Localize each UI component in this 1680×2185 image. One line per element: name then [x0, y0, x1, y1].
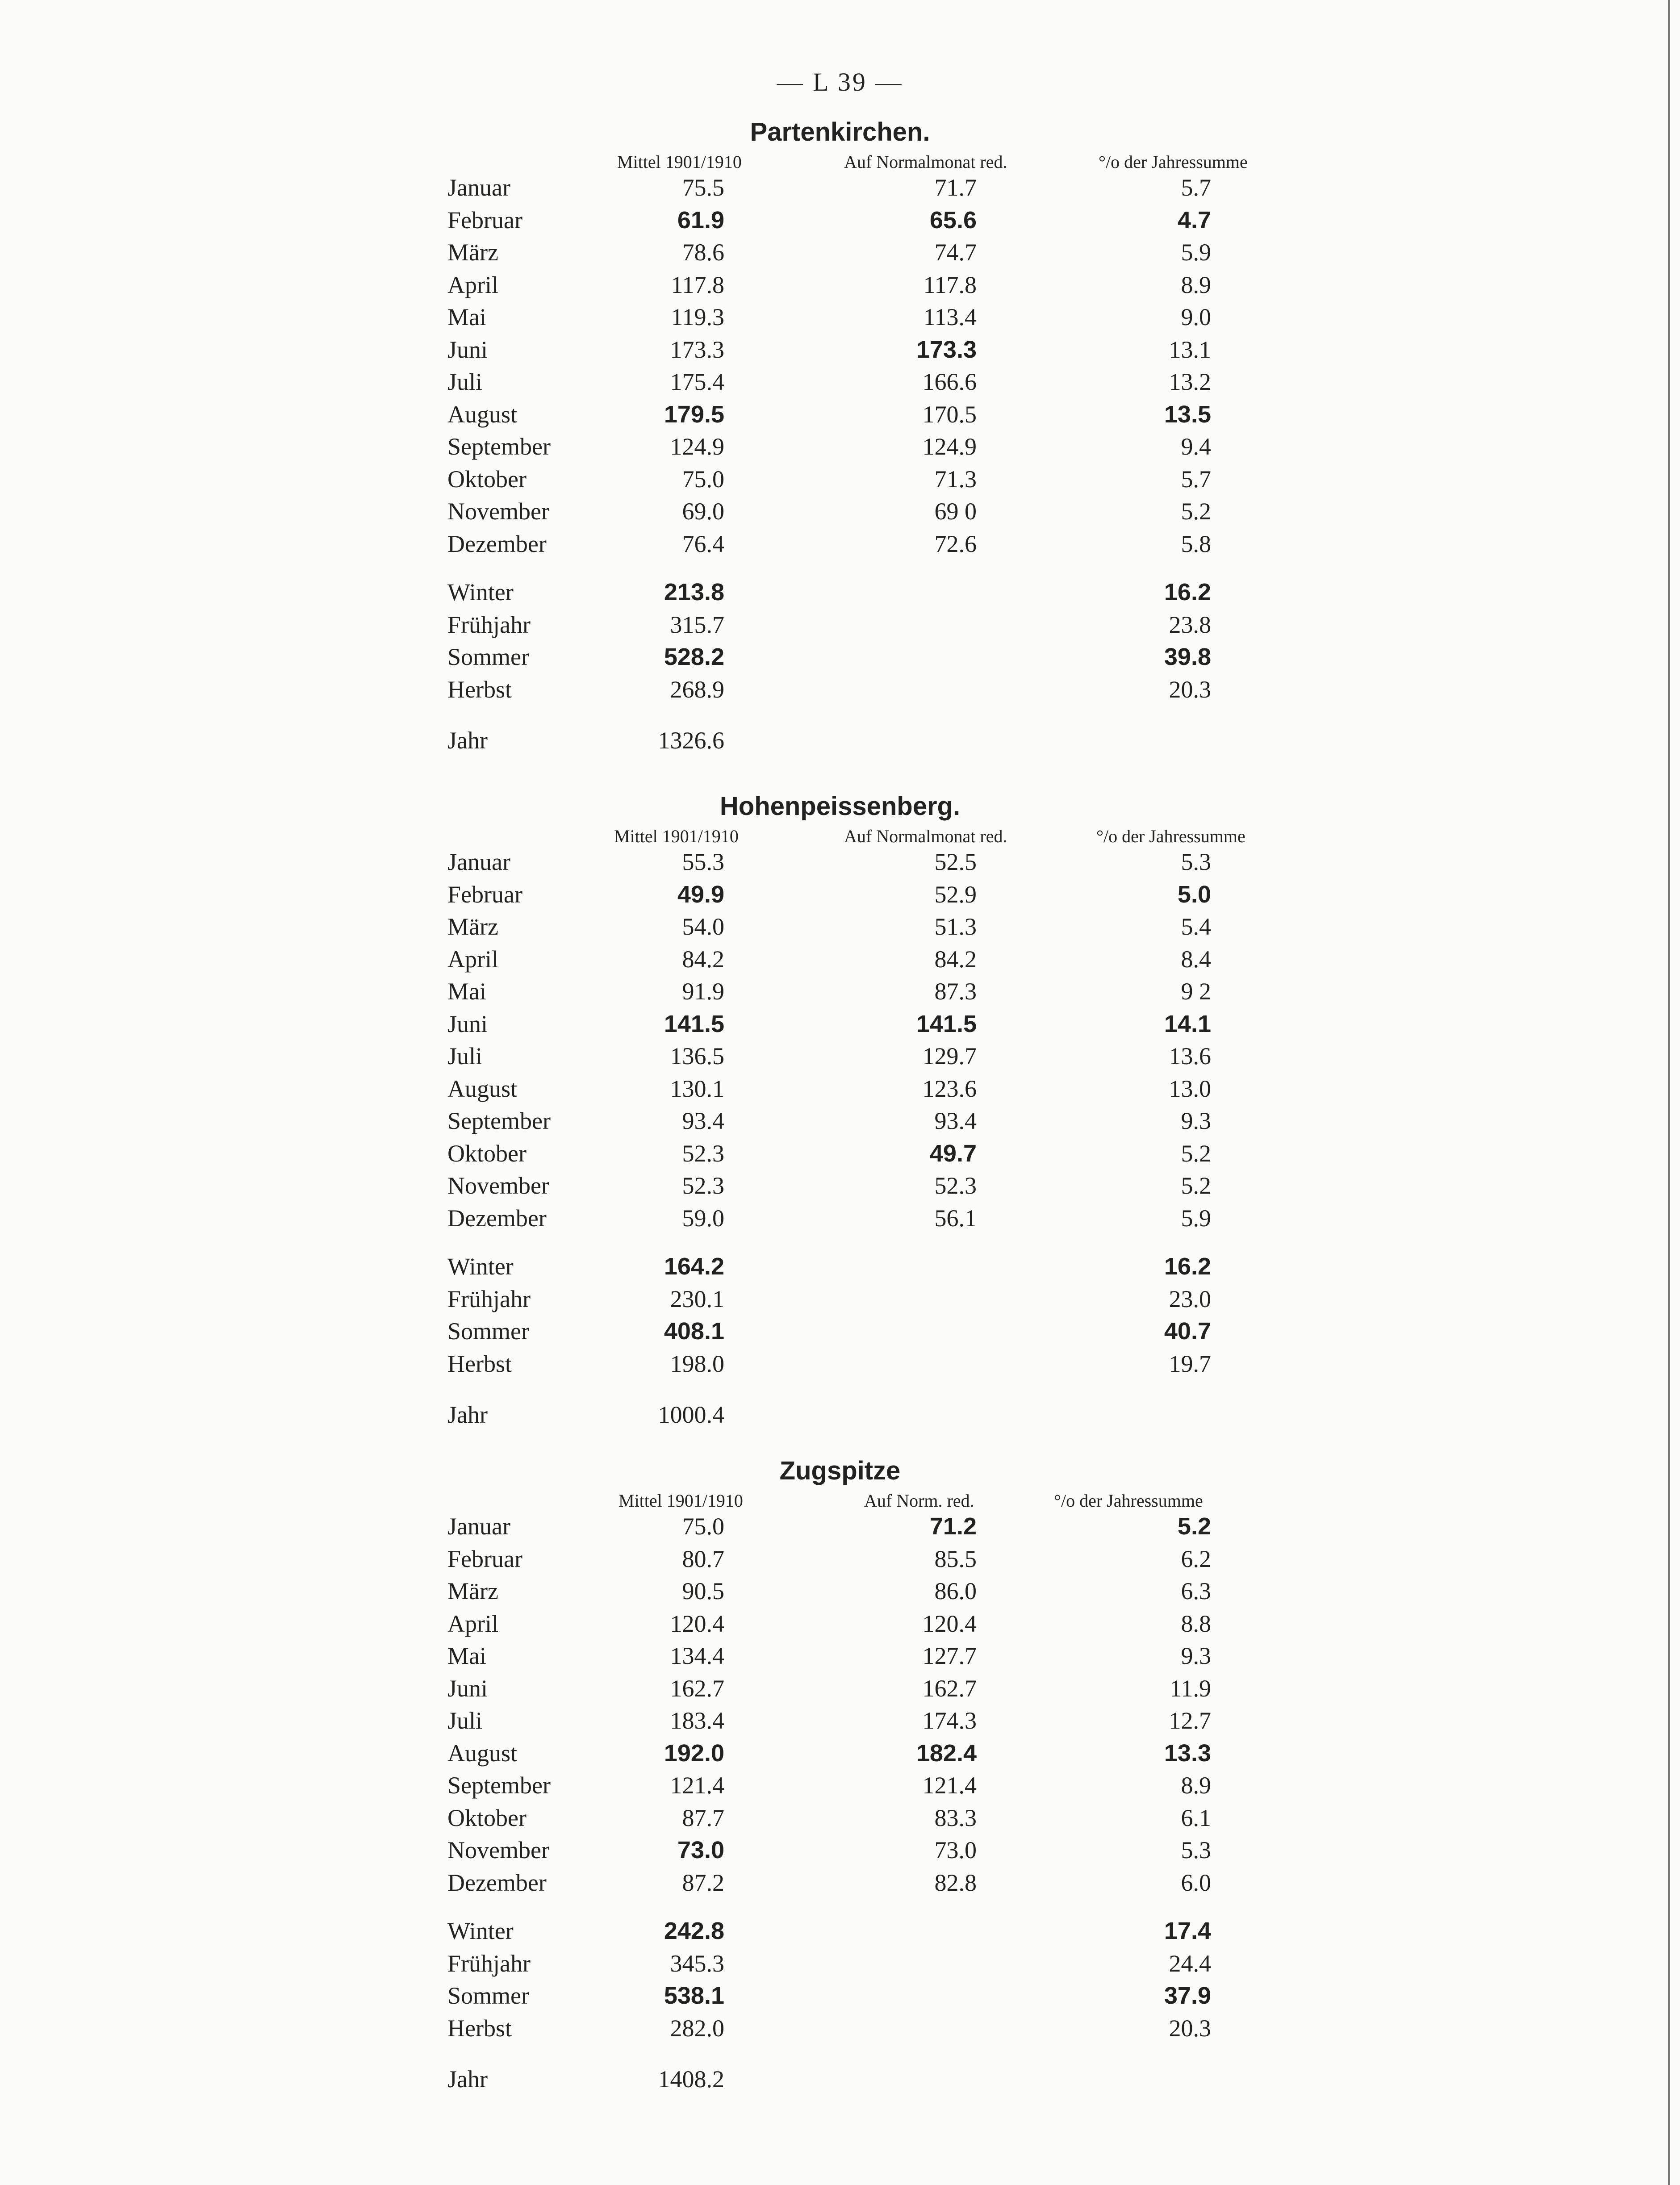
month-row [0, 1610, 1680, 1642]
pct-value: 5.3 [1181, 1837, 1211, 1863]
mittel-value: 183.4 [670, 1707, 724, 1734]
month-label: Dezember [447, 530, 547, 557]
year-total-row [0, 727, 1680, 759]
normal-value: 52.9 [934, 881, 977, 908]
mittel-value: 213.8 [664, 579, 724, 606]
month-label: März [447, 239, 498, 266]
header-mittel: Mittel 1901/1910 [619, 1491, 743, 1511]
month-row [0, 1577, 1680, 1610]
mittel-value: 230.1 [670, 1285, 724, 1312]
mittel-value: 119.3 [671, 304, 724, 330]
normal-value: 52.3 [934, 1172, 977, 1199]
pct-value: 16.2 [1164, 579, 1211, 606]
pct-value: 9.3 [1181, 1107, 1211, 1134]
month-label: Januar [447, 1513, 510, 1540]
header-normal: Auf Norm. red. [864, 1491, 974, 1511]
month-label: November [447, 1837, 549, 1863]
month-label: August [447, 1075, 518, 1102]
month-label: August [447, 401, 518, 428]
month-label: März [447, 913, 498, 940]
normal-value: 182.4 [916, 1739, 977, 1767]
pct-value: 5.7 [1181, 174, 1211, 201]
season-row [0, 1982, 1680, 2014]
pct-value: 8.9 [1181, 1772, 1211, 1799]
month-row [0, 913, 1680, 945]
mittel-value: 198.0 [670, 1350, 724, 1377]
pct-value: 8.4 [1181, 945, 1211, 973]
normal-value: 82.8 [934, 1869, 977, 1896]
month-label: Juni [447, 1675, 488, 1702]
month-row [0, 978, 1680, 1010]
month-row [0, 1642, 1680, 1675]
month-label: November [447, 498, 549, 525]
header-pct: °/o der Jahressumme [1099, 152, 1248, 172]
month-label: Dezember [447, 1869, 547, 1896]
mittel-value: 52.3 [682, 1140, 724, 1167]
mittel-value: 76.4 [682, 530, 724, 557]
mittel-value: 179.5 [664, 401, 724, 428]
season-label: Herbst [447, 676, 512, 703]
month-label: Oktober [447, 1804, 527, 1831]
pct-value: 5.4 [1181, 913, 1211, 940]
month-label: März [447, 1578, 498, 1604]
pct-value: 13.3 [1164, 1739, 1211, 1767]
month-row [0, 881, 1680, 913]
pct-value: 8.9 [1181, 271, 1211, 298]
mittel-value: 49.9 [677, 881, 724, 908]
month-row [0, 303, 1680, 336]
mittel-value: 242.8 [664, 1918, 724, 1944]
pct-value: 13.2 [1169, 368, 1211, 395]
pct-value: 6.1 [1181, 1804, 1211, 1831]
mittel-value: 173.3 [670, 336, 724, 363]
month-row [0, 238, 1680, 271]
normal-value: 74.7 [934, 239, 977, 266]
month-row [0, 530, 1680, 563]
normal-value: 141.5 [916, 1010, 977, 1037]
mittel-value: 87.2 [682, 1869, 724, 1896]
pct-value: 20.3 [1169, 676, 1211, 703]
month-row [0, 1771, 1680, 1804]
pct-value: 13.5 [1164, 401, 1211, 428]
season-row [0, 611, 1680, 643]
mittel-value: 408.1 [664, 1318, 724, 1345]
station-hohenpeissenberg [0, 791, 1680, 1433]
month-label: Februar [447, 1545, 522, 1572]
normal-value: 71.3 [934, 465, 977, 493]
year-row [0, 727, 1680, 759]
season-label: Winter [447, 1253, 514, 1280]
normal-value: 72.6 [934, 530, 977, 557]
pct-value: 5.2 [1177, 1513, 1211, 1540]
mittel-value: 117.8 [671, 271, 724, 298]
pct-value: 5.9 [1181, 239, 1211, 266]
pct-value: 6.3 [1181, 1578, 1211, 1604]
header-pct: °/o der Jahressumme [1096, 826, 1245, 846]
pct-value: 5.7 [1181, 465, 1211, 493]
station-partenkirchen [0, 117, 1680, 759]
mittel-value: 141.5 [664, 1010, 724, 1037]
normal-value: 51.3 [934, 913, 977, 940]
year-label: Jahr [447, 1401, 488, 1428]
month-label: Juli [447, 1043, 483, 1070]
header-mittel: Mittel 1901/1910 [614, 826, 739, 846]
normal-value: 52.5 [934, 848, 977, 875]
season-row [0, 643, 1680, 676]
mittel-value: 84.2 [682, 945, 724, 973]
pct-value: 23.8 [1169, 611, 1211, 638]
pct-value: 40.7 [1164, 1318, 1211, 1345]
column-headers [0, 826, 1680, 848]
month-label: Juni [447, 1010, 488, 1037]
mittel-value: 315.7 [670, 611, 724, 638]
month-label: Januar [447, 848, 510, 875]
header-pct: °/o der Jahressumme [1054, 1491, 1203, 1511]
month-row [0, 401, 1680, 433]
month-row [0, 174, 1680, 206]
season-row [0, 676, 1680, 708]
season-label: Winter [447, 1918, 514, 1944]
normal-value: 93.4 [934, 1107, 977, 1134]
normal-value: 170.5 [922, 401, 977, 428]
month-rows [0, 848, 1680, 1237]
normal-value: 166.6 [922, 368, 977, 395]
mittel-value: 59.0 [682, 1204, 724, 1232]
normal-value: 84.2 [934, 945, 977, 973]
column-headers [0, 1490, 1680, 1512]
month-label: Juli [447, 1707, 483, 1734]
pct-value: 5.8 [1181, 530, 1211, 557]
normal-value: 49.7 [929, 1140, 977, 1167]
mittel-value: 91.9 [682, 978, 724, 1005]
mittel-value: 130.1 [670, 1075, 724, 1102]
mittel-value: 121.4 [670, 1772, 724, 1799]
normal-value: 127.7 [922, 1642, 977, 1669]
mittel-value: 528.2 [664, 643, 724, 670]
normal-value: 121.4 [922, 1772, 977, 1799]
season-row [0, 1253, 1680, 1285]
pct-value: 5.2 [1181, 1140, 1211, 1167]
season-row [0, 1285, 1680, 1318]
header-mittel: Mittel 1901/1910 [617, 152, 742, 172]
season-label: Sommer [447, 643, 529, 670]
month-label: Dezember [447, 1204, 547, 1232]
pct-value: 37.9 [1164, 1982, 1211, 2009]
mittel-value: 80.7 [682, 1545, 724, 1572]
normal-value: 129.7 [922, 1043, 977, 1070]
month-label: August [447, 1739, 518, 1767]
season-row [0, 1950, 1680, 1982]
year-row [0, 2065, 1680, 2098]
pct-value: 11.9 [1170, 1675, 1211, 1702]
normal-value: 87.3 [934, 978, 977, 1005]
year-value: 1408.2 [658, 2066, 724, 2093]
season-label: Frühjahr [447, 611, 531, 638]
normal-value: 123.6 [922, 1075, 977, 1102]
header-normal: Auf Normalmonat red. [844, 826, 1007, 846]
normal-value: 174.3 [922, 1707, 977, 1734]
season-label: Frühjahr [447, 1285, 531, 1312]
month-row [0, 1545, 1680, 1578]
pct-value: 12.7 [1169, 1707, 1211, 1734]
month-label: Oktober [447, 465, 527, 493]
mittel-value: 136.5 [670, 1043, 724, 1070]
mittel-value: 52.3 [682, 1172, 724, 1199]
pct-value: 23.0 [1169, 1285, 1211, 1312]
pct-value: 9 2 [1181, 978, 1211, 1005]
season-label: Sommer [447, 1982, 529, 2009]
normal-value: 117.8 [923, 271, 977, 298]
month-row [0, 1010, 1680, 1043]
month-rows [0, 1512, 1680, 1901]
season-label: Sommer [447, 1318, 529, 1345]
normal-value: 71.2 [929, 1513, 977, 1540]
month-label: Februar [447, 206, 522, 234]
mittel-value: 345.3 [670, 1950, 724, 1977]
normal-value: 86.0 [934, 1578, 977, 1604]
station-title: Zugspitze [779, 1456, 901, 1485]
month-label: September [447, 1772, 551, 1799]
pct-value: 5.3 [1181, 848, 1211, 875]
mittel-value: 93.4 [682, 1107, 724, 1134]
pct-value: 19.7 [1169, 1350, 1211, 1377]
month-label: Januar [447, 174, 510, 201]
season-rows [0, 1917, 1680, 2047]
season-label: Herbst [447, 1350, 512, 1377]
pct-value: 5.0 [1177, 881, 1211, 908]
month-label: Juli [447, 368, 483, 395]
month-row [0, 433, 1680, 465]
month-label: Oktober [447, 1140, 527, 1167]
mittel-value: 73.0 [677, 1837, 724, 1863]
month-label: April [447, 271, 498, 298]
mittel-value: 192.0 [664, 1739, 724, 1767]
month-row [0, 1804, 1680, 1837]
month-label: September [447, 1107, 551, 1134]
normal-value: 120.4 [922, 1610, 977, 1637]
mittel-value: 175.4 [670, 368, 724, 395]
normal-value: 124.9 [922, 433, 977, 460]
month-row [0, 1075, 1680, 1107]
month-label: Mai [447, 1642, 486, 1669]
mittel-value: 268.9 [670, 676, 724, 703]
normal-value: 83.3 [934, 1804, 977, 1831]
mittel-value: 69.0 [682, 498, 724, 525]
pct-value: 13.0 [1169, 1075, 1211, 1102]
mittel-value: 282.0 [670, 2014, 724, 2042]
month-label: Mai [447, 304, 486, 330]
mittel-value: 54.0 [682, 913, 724, 940]
mittel-value: 61.9 [677, 206, 724, 234]
pct-value: 13.6 [1169, 1043, 1211, 1070]
month-row [0, 1869, 1680, 1901]
year-label: Jahr [447, 727, 488, 754]
month-label: September [447, 433, 551, 460]
normal-value: 85.5 [934, 1545, 977, 1572]
season-label: Frühjahr [447, 1950, 531, 1977]
month-label: November [447, 1172, 549, 1199]
month-row [0, 1836, 1680, 1869]
season-row [0, 578, 1680, 611]
pct-value: 6.0 [1181, 1869, 1211, 1896]
station-title: Partenkirchen. [750, 117, 930, 146]
season-label: Herbst [447, 2014, 512, 2042]
mittel-value: 55.3 [682, 848, 724, 875]
normal-value: 113.4 [923, 304, 977, 330]
normal-value: 65.6 [929, 206, 977, 234]
pct-value: 24.4 [1169, 1950, 1211, 1977]
month-row [0, 497, 1680, 530]
mittel-value: 134.4 [670, 1642, 724, 1669]
season-row [0, 1917, 1680, 1950]
mittel-value: 162.7 [670, 1675, 724, 1702]
station-zugspitze [0, 1456, 1680, 2098]
month-row [0, 1107, 1680, 1140]
pct-value: 4.7 [1177, 206, 1211, 234]
normal-value: 162.7 [922, 1675, 977, 1702]
season-label: Winter [447, 579, 514, 606]
month-row [0, 1172, 1680, 1204]
year-total-row [0, 2065, 1680, 2098]
mittel-value: 164.2 [664, 1253, 724, 1280]
pct-value: 16.2 [1164, 1253, 1211, 1280]
season-rows [0, 1253, 1680, 1382]
month-row [0, 1739, 1680, 1772]
month-label: Mai [447, 978, 486, 1005]
season-row [0, 2014, 1680, 2047]
pct-value: 5.9 [1181, 1204, 1211, 1232]
month-row [0, 1042, 1680, 1075]
pct-value: 13.1 [1169, 336, 1211, 363]
year-value: 1326.6 [658, 727, 724, 754]
mittel-value: 90.5 [682, 1578, 724, 1604]
season-row [0, 1317, 1680, 1350]
month-row [0, 1140, 1680, 1172]
pct-value: 5.2 [1181, 498, 1211, 525]
month-row [0, 465, 1680, 498]
month-row [0, 1204, 1680, 1237]
season-row [0, 1350, 1680, 1383]
year-label: Jahr [447, 2066, 488, 2093]
mittel-value: 87.7 [682, 1804, 724, 1831]
year-row [0, 1401, 1680, 1433]
mittel-value: 75.0 [682, 465, 724, 493]
mittel-value: 124.9 [670, 433, 724, 460]
month-row [0, 368, 1680, 401]
mittel-value: 75.0 [682, 1513, 724, 1540]
month-label: Februar [447, 881, 522, 908]
year-value: 1000.4 [658, 1401, 724, 1428]
month-row [0, 336, 1680, 368]
pct-value: 39.8 [1164, 643, 1211, 670]
month-rows [0, 174, 1680, 562]
normal-value: 173.3 [916, 336, 977, 363]
normal-value: 73.0 [934, 1837, 977, 1863]
mittel-value: 538.1 [664, 1982, 724, 2009]
month-row [0, 206, 1680, 239]
pct-value: 14.1 [1164, 1010, 1211, 1037]
normal-value: 71.7 [934, 174, 977, 201]
pct-value: 9.4 [1181, 433, 1211, 460]
pct-value: 5.2 [1181, 1172, 1211, 1199]
pct-value: 9.3 [1181, 1642, 1211, 1669]
season-rows [0, 578, 1680, 708]
mittel-value: 120.4 [670, 1610, 724, 1637]
normal-value: 69 0 [934, 498, 977, 525]
column-headers [0, 151, 1680, 174]
month-row [0, 1675, 1680, 1707]
month-label: April [447, 1610, 498, 1637]
month-row [0, 1707, 1680, 1739]
year-total-row [0, 1401, 1680, 1433]
month-row [0, 945, 1680, 978]
pct-value: 17.4 [1164, 1918, 1211, 1944]
month-label: Juni [447, 336, 488, 363]
month-row [0, 848, 1680, 881]
pct-value: 6.2 [1181, 1545, 1211, 1572]
pct-value: 20.3 [1169, 2014, 1211, 2042]
pct-value: 8.8 [1181, 1610, 1211, 1637]
page-number: — L 39 — [777, 67, 903, 96]
pct-value: 9.0 [1181, 304, 1211, 330]
header-normal: Auf Normalmonat red. [844, 152, 1007, 172]
month-label: April [447, 945, 498, 973]
month-row [0, 271, 1680, 304]
mittel-value: 75.5 [682, 174, 724, 201]
mittel-value: 78.6 [682, 239, 724, 266]
station-title: Hohenpeissenberg. [719, 792, 961, 821]
month-row [0, 1512, 1680, 1545]
normal-value: 56.1 [934, 1204, 977, 1232]
